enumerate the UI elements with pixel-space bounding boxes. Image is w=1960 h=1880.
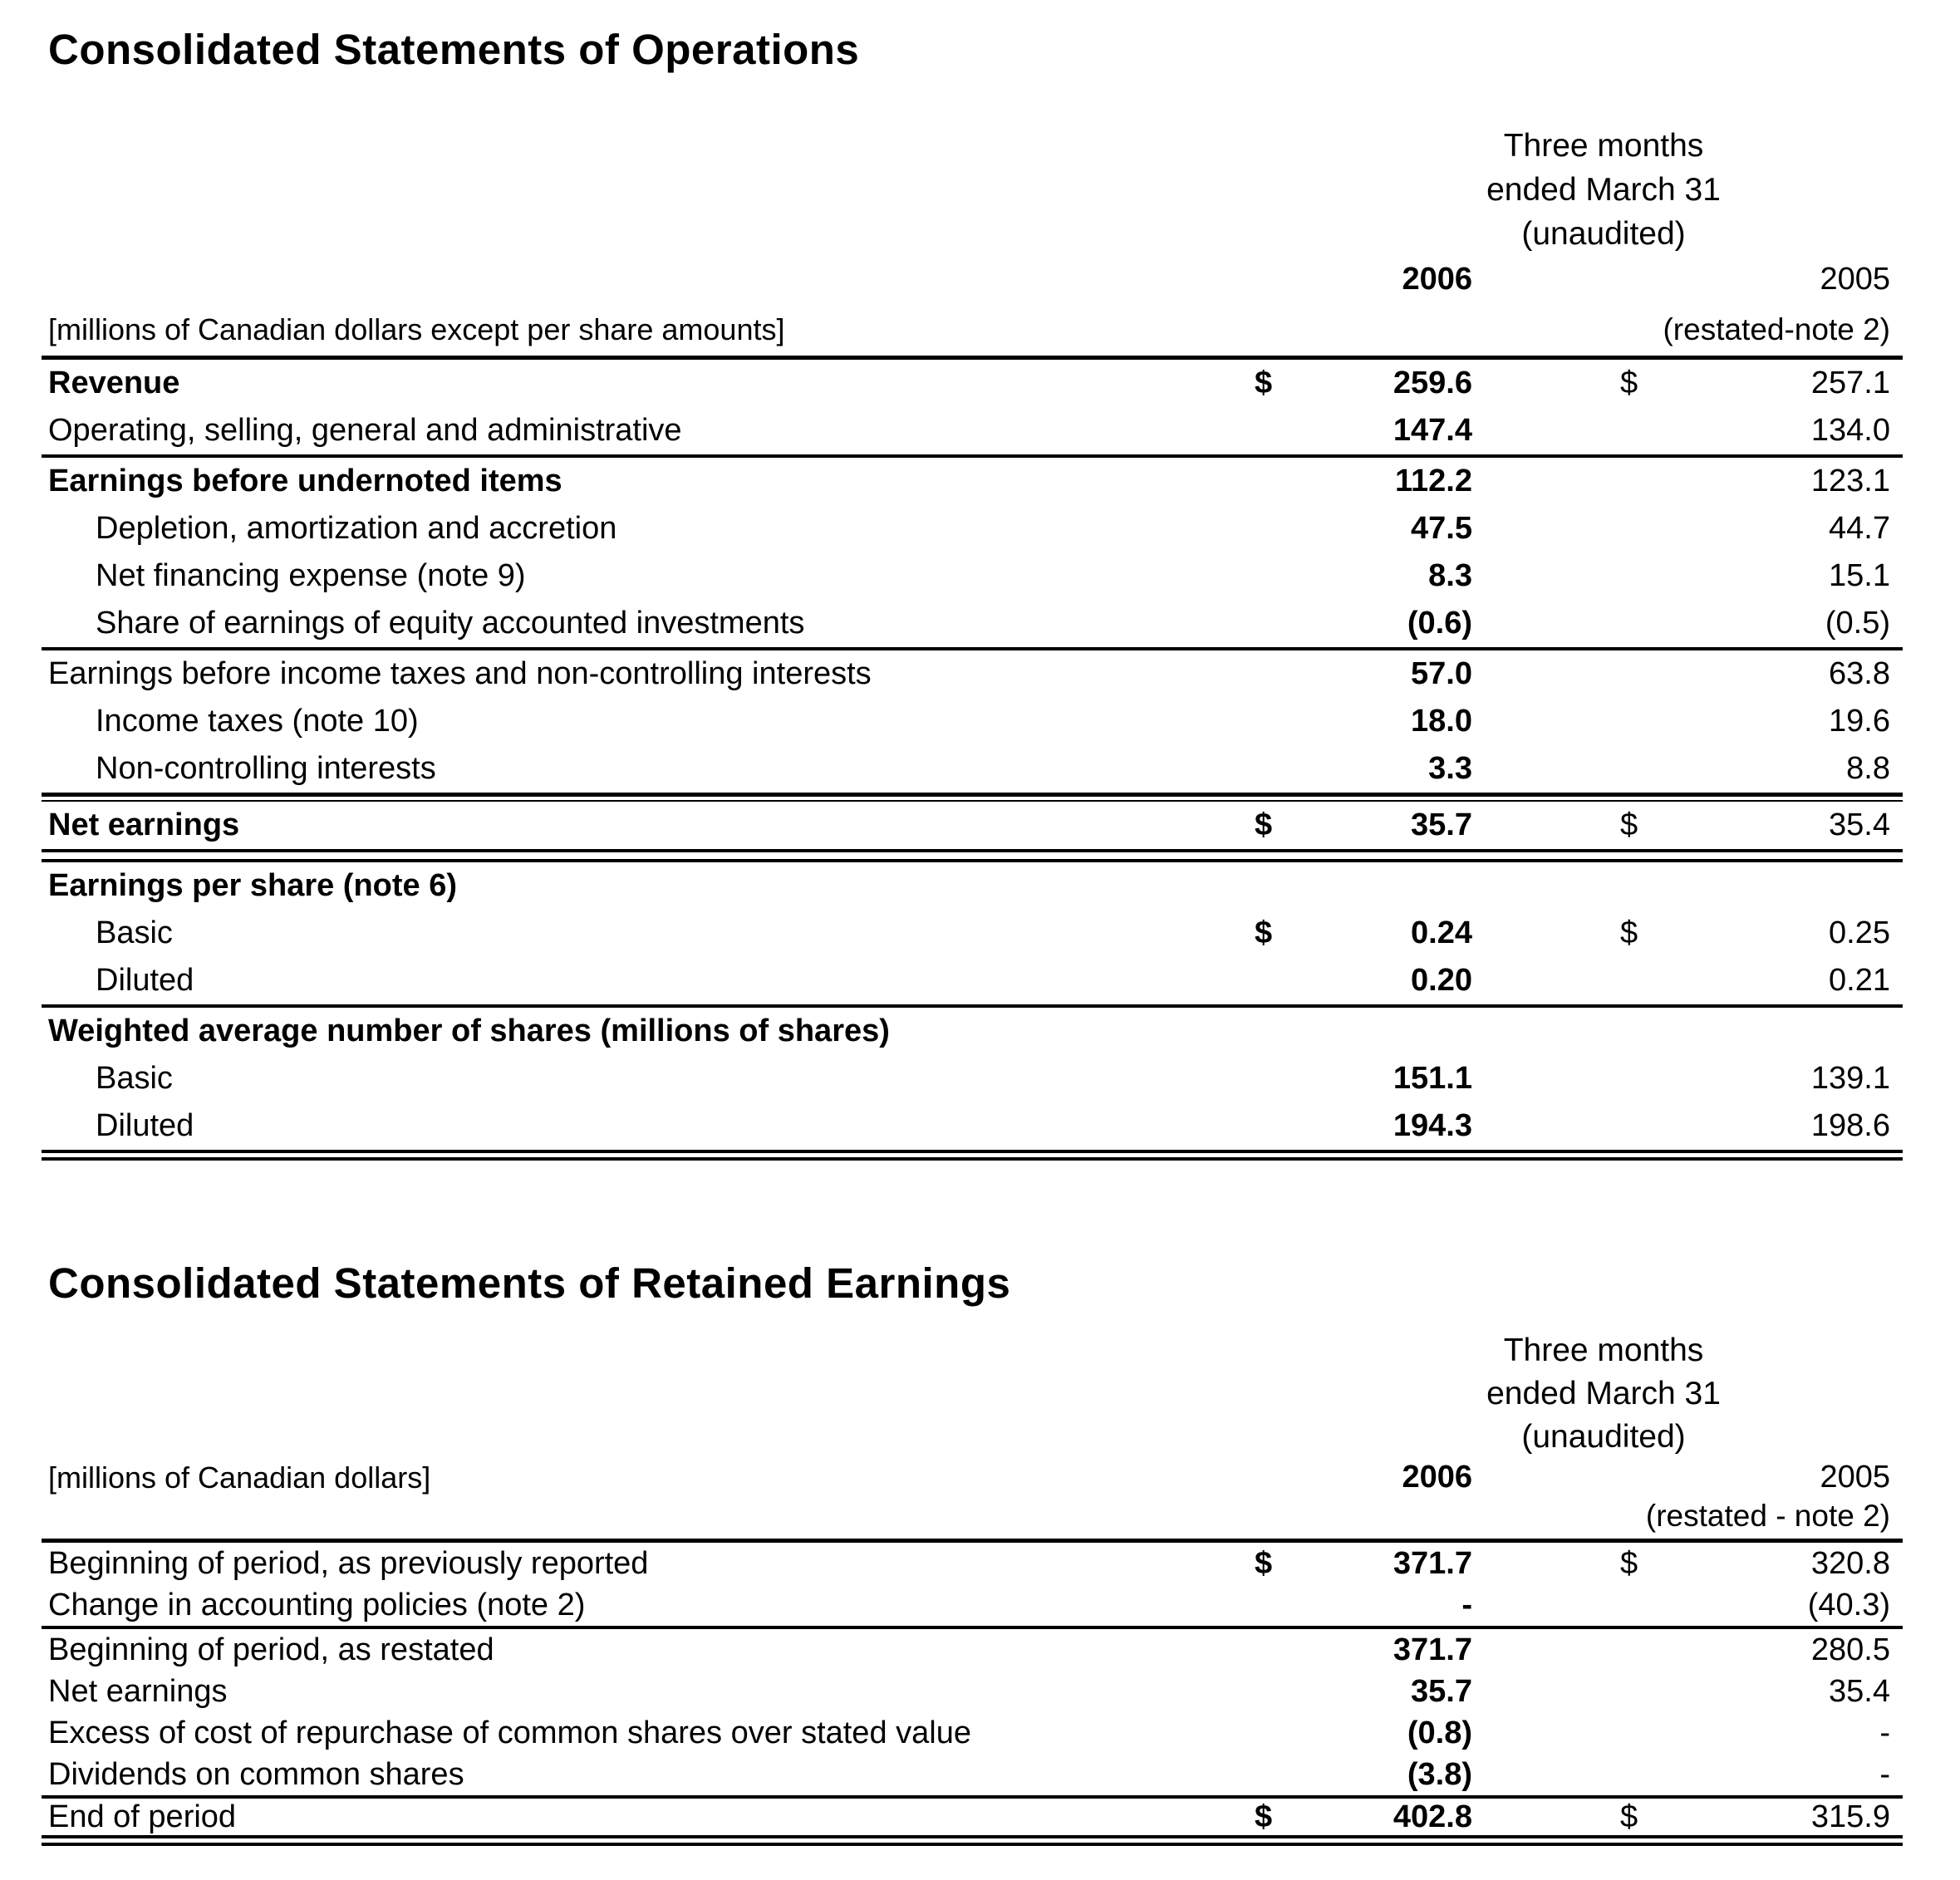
- table-row: [42, 698, 1903, 745]
- table-row: [42, 458, 1903, 505]
- value-2006: (0.6): [1407, 606, 1472, 641]
- row-label: Weighted average number of shares (millions of shares): [48, 1014, 890, 1048]
- value-2005: 139.1: [1810, 1061, 1890, 1096]
- value-2005: 0.21: [1829, 963, 1890, 998]
- row-label: Basic: [96, 1061, 173, 1096]
- statement-title: Consolidated Statements of Operations: [48, 26, 860, 73]
- year-2005-header: 2005: [1820, 262, 1890, 297]
- row-label: Earnings per share (note 6): [48, 868, 458, 903]
- currency-symbol-2006: $: [1255, 915, 1273, 950]
- value-2006: 18.0: [1411, 704, 1472, 739]
- value-2006: (3.8): [1407, 1756, 1472, 1792]
- currency-symbol-2005: $: [1620, 366, 1638, 400]
- restated-note: (restated - note 2): [1645, 1499, 1890, 1533]
- value-2006: 194.3: [1393, 1108, 1472, 1143]
- table-row: [42, 505, 1903, 552]
- period-line: Three months: [1503, 128, 1704, 164]
- value-2005: -: [1879, 1715, 1890, 1750]
- row-label: Operating, selling, general and administrative: [48, 413, 682, 448]
- separator-rule: [42, 1150, 1903, 1161]
- value-2006: 0.20: [1411, 963, 1472, 998]
- period-line: (unaudited): [1521, 216, 1686, 252]
- value-2005: (40.3): [1807, 1587, 1890, 1622]
- row-label: Non-controlling interests: [96, 751, 436, 786]
- period-header: [42, 124, 1903, 256]
- value-2006: 0.24: [1411, 915, 1472, 950]
- period-header: [42, 1329, 1903, 1459]
- table-row: [42, 1102, 1903, 1150]
- table-row: [42, 957, 1903, 1004]
- value-2006: 3.3: [1428, 751, 1472, 786]
- currency-symbol-2006: $: [1255, 1545, 1273, 1581]
- separator-rule: [42, 849, 1903, 862]
- table-row: [42, 360, 1903, 407]
- table-row: [42, 802, 1903, 849]
- value-2006: 35.7: [1411, 1673, 1472, 1709]
- restated-row: [42, 1500, 1903, 1539]
- table-row: [42, 862, 1903, 910]
- table-row: [42, 1671, 1903, 1712]
- row-label: Net earnings: [48, 1673, 228, 1709]
- value-2005: 257.1: [1810, 366, 1890, 400]
- row-label: Earnings before income taxes and non-controlling interests: [48, 656, 872, 691]
- currency-symbol-2005: $: [1620, 1545, 1638, 1581]
- value-2005: 44.7: [1829, 511, 1890, 546]
- table-row: [42, 745, 1903, 793]
- row-label: Basic: [96, 915, 173, 950]
- units-row: [42, 304, 1903, 356]
- table-row: [42, 1629, 1903, 1671]
- currency-symbol-2006: $: [1255, 366, 1273, 400]
- value-2005: 123.1: [1810, 464, 1890, 498]
- rows-container: [42, 360, 1903, 1161]
- value-2005: 63.8: [1829, 656, 1890, 691]
- value-2006: 112.2: [1395, 464, 1472, 498]
- unit-note: [millions of Canadian dollars]: [48, 1460, 431, 1495]
- restated-note: (restated-note 2): [1663, 312, 1890, 346]
- currency-symbol-2006: $: [1255, 1799, 1273, 1834]
- value-2005: 35.4: [1829, 807, 1890, 842]
- table-row: [42, 600, 1903, 647]
- row-label: Dividends on common shares: [48, 1756, 464, 1792]
- table-row: [42, 1584, 1903, 1626]
- row-label: Income taxes (note 10): [96, 704, 419, 739]
- value-2005: 8.8: [1846, 751, 1890, 786]
- table-row: [42, 910, 1903, 957]
- year-2006-header: 2006: [1402, 262, 1472, 297]
- value-2006: 8.3: [1428, 558, 1472, 593]
- year-2005-header: 2005: [1820, 1460, 1890, 1495]
- years-row: [42, 1459, 1903, 1500]
- value-2005: 134.0: [1810, 413, 1890, 448]
- currency-symbol-2005: $: [1620, 915, 1638, 950]
- currency-symbol-2005: $: [1620, 1799, 1638, 1834]
- value-2006: 57.0: [1411, 656, 1472, 691]
- value-2006: 259.6: [1393, 366, 1472, 400]
- value-2005: 320.8: [1810, 1545, 1890, 1581]
- value-2006: (0.8): [1407, 1715, 1472, 1750]
- row-label: Change in accounting policies (note 2): [48, 1587, 586, 1622]
- row-label: Diluted: [96, 963, 194, 998]
- separator-rule: [42, 793, 1903, 802]
- table-row: [42, 1008, 1903, 1055]
- row-label: Depletion, amortization and accretion: [96, 511, 617, 546]
- value-2005: (0.5): [1825, 606, 1890, 641]
- period-line: ended March 31: [1486, 1376, 1721, 1411]
- value-2006: 402.8: [1393, 1799, 1472, 1834]
- row-label: End of period: [48, 1799, 237, 1834]
- year-2006-header: 2006: [1402, 1460, 1472, 1495]
- value-2005: 315.9: [1810, 1799, 1890, 1834]
- years-row: [42, 256, 1903, 304]
- row-label: Excess of cost of repurchase of common shares over stated value: [48, 1715, 971, 1750]
- row-label: Earnings before undernoted items: [48, 464, 562, 498]
- value-2006: 151.1: [1393, 1061, 1472, 1096]
- value-2006: 371.7: [1393, 1632, 1472, 1667]
- rows-container: [42, 1543, 1903, 1846]
- value-2006: 35.7: [1411, 807, 1472, 842]
- row-label: Beginning of period, as restated: [48, 1632, 494, 1667]
- table-row: [42, 407, 1903, 454]
- value-2005: 198.6: [1810, 1108, 1890, 1143]
- value-2006: 47.5: [1411, 511, 1472, 546]
- table-row: [42, 1712, 1903, 1754]
- value-2005: -: [1879, 1756, 1890, 1792]
- value-2005: 15.1: [1829, 558, 1890, 593]
- value-2006: 147.4: [1393, 413, 1472, 448]
- separator-rule: [42, 1835, 1903, 1846]
- statement-operations: [42, 25, 1903, 1161]
- table-row: [42, 1055, 1903, 1102]
- value-2005: 280.5: [1810, 1632, 1890, 1667]
- value-2006: 371.7: [1393, 1545, 1472, 1581]
- period-line: Three months: [1503, 1333, 1704, 1368]
- period-line: (unaudited): [1521, 1419, 1686, 1455]
- table-row: [42, 1543, 1903, 1584]
- value-2006: -: [1461, 1587, 1472, 1622]
- value-2005: 19.6: [1829, 704, 1890, 739]
- row-label: Share of earnings of equity accounted investments: [96, 606, 805, 641]
- table-row: [42, 1799, 1903, 1835]
- value-2005: 0.25: [1829, 915, 1890, 950]
- row-label: Diluted: [96, 1108, 194, 1143]
- row-label: Beginning of period, as previously reported: [48, 1545, 649, 1581]
- period-line: ended March 31: [1486, 172, 1721, 208]
- row-label: Net financing expense (note 9): [96, 558, 526, 593]
- unit-note: [millions of Canadian dollars except per share amounts]: [48, 312, 785, 346]
- currency-symbol-2006: $: [1255, 807, 1273, 842]
- value-2005: 35.4: [1829, 1673, 1890, 1709]
- currency-symbol-2005: $: [1620, 807, 1638, 842]
- table-row: [42, 552, 1903, 600]
- table-row: [42, 650, 1903, 698]
- statement-retained-earnings: [42, 1259, 1903, 1846]
- row-label: Revenue: [48, 366, 180, 400]
- statement-title: Consolidated Statements of Retained Earnings: [48, 1259, 1011, 1307]
- row-label: Net earnings: [48, 807, 240, 842]
- table-row: [42, 1754, 1903, 1795]
